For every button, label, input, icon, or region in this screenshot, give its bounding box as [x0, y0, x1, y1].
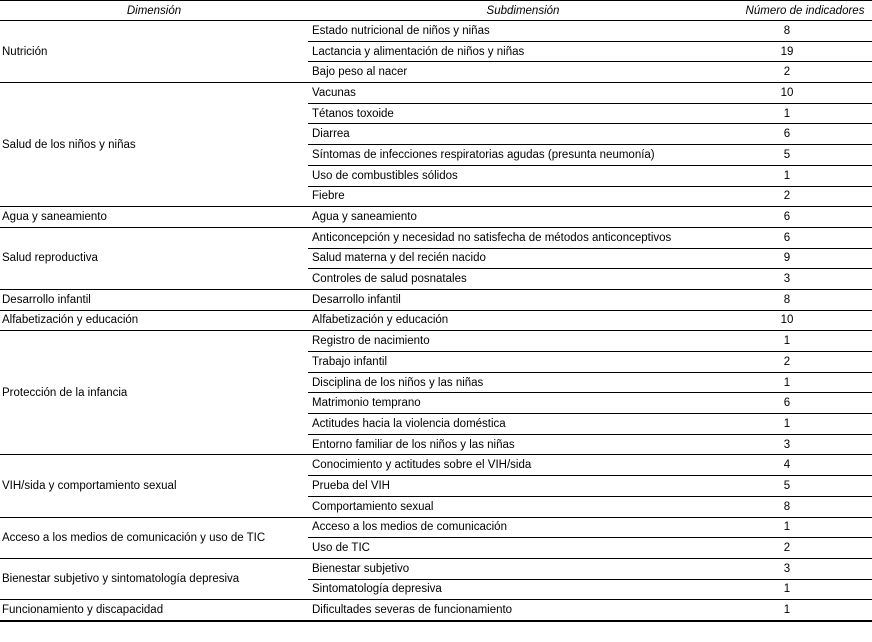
subdimension-cell: Anticoncepción y necesidad no satisfecha de métodos anticonceptivos — [308, 227, 738, 248]
indicator-count-cell: 1 — [738, 165, 872, 186]
subdimension-cell: Registro de nacimiento — [308, 331, 738, 352]
subdimension-cell: Uso de combustibles sólidos — [308, 165, 738, 186]
subdimension-cell: Entorno familiar de los niños y las niñas — [308, 434, 738, 455]
indicator-count-cell: 3 — [738, 558, 872, 579]
table-row — [0, 331, 872, 352]
subdimension-cell: Fiebre — [308, 186, 738, 207]
subdimension-cell: Síntomas de infecciones respiratorias agudas (presunta neumonía) — [308, 145, 738, 166]
table-row — [0, 21, 872, 42]
indicator-count-cell: 2 — [738, 186, 872, 207]
subdimension-cell: Dificultades severas de funcionamiento — [308, 600, 738, 621]
indicator-count-cell: 4 — [738, 455, 872, 476]
dimension-cell: Bienestar subjetivo y sintomatología depresiva — [0, 558, 308, 599]
indicator-count-cell: 10 — [738, 83, 872, 104]
dimension-cell: Salud de los niños y niñas — [0, 83, 308, 207]
subdimension-cell: Bajo peso al nacer — [308, 62, 738, 83]
indicator-count-cell: 6 — [738, 207, 872, 228]
indicator-count-cell: 8 — [738, 21, 872, 42]
subdimension-cell: Actitudes hacia la violencia doméstica — [308, 414, 738, 435]
indicator-count-cell: 2 — [738, 62, 872, 83]
subdimension-cell: Sintomatología depresiva — [308, 579, 738, 600]
dimension-cell: Acceso a los medios de comunicación y uso de TIC — [0, 517, 308, 558]
table-header-row — [0, 1, 872, 21]
indicator-count-cell: 8 — [738, 289, 872, 310]
indicator-count-cell: 5 — [738, 145, 872, 166]
subdimension-cell: Bienestar subjetivo — [308, 558, 738, 579]
table-body — [0, 21, 872, 621]
indicator-count-cell: 3 — [738, 269, 872, 290]
indicator-count-cell: 9 — [738, 248, 872, 269]
subdimension-cell: Vacunas — [308, 83, 738, 104]
dimension-cell: Alfabetización y educación — [0, 310, 308, 331]
indicator-count-cell: 5 — [738, 476, 872, 497]
dimension-cell: Nutrición — [0, 21, 308, 83]
subdimension-cell: Comportamiento sexual — [308, 496, 738, 517]
indicator-count-cell: 6 — [738, 393, 872, 414]
subdimension-cell: Salud materna y del recién nacido — [308, 248, 738, 269]
indicator-count-cell: 1 — [738, 600, 872, 621]
indicator-count-cell: 6 — [738, 227, 872, 248]
indicator-count-cell: 2 — [738, 352, 872, 373]
header-subdimension: Subdimensión — [308, 1, 738, 21]
table-row — [0, 227, 872, 248]
subdimension-cell: Conocimiento y actitudes sobre el VIH/sida — [308, 455, 738, 476]
subdimension-cell: Acceso a los medios de comunicación — [308, 517, 738, 538]
table-row — [0, 207, 872, 228]
subdimension-cell: Controles de salud posnatales — [308, 269, 738, 290]
indicator-count-cell: 1 — [738, 372, 872, 393]
indicator-count-cell: 3 — [738, 434, 872, 455]
table-row — [0, 558, 872, 579]
subdimension-cell: Agua y saneamiento — [308, 207, 738, 228]
subdimension-cell: Uso de TIC — [308, 538, 738, 559]
subdimension-cell: Trabajo infantil — [308, 352, 738, 373]
subdimension-cell: Desarrollo infantil — [308, 289, 738, 310]
indicator-count-cell: 10 — [738, 310, 872, 331]
table-row — [0, 289, 872, 310]
dimension-cell: Agua y saneamiento — [0, 207, 308, 228]
dimension-cell: Protección de la infancia — [0, 331, 308, 455]
table-row — [0, 600, 872, 621]
subdimension-cell: Alfabetización y educación — [308, 310, 738, 331]
table-row — [0, 517, 872, 538]
subdimension-cell: Matrimonio temprano — [308, 393, 738, 414]
header-dimension: Dimensión — [0, 1, 308, 21]
dimension-cell: VIH/sida y comportamiento sexual — [0, 455, 308, 517]
indicator-count-cell: 1 — [738, 103, 872, 124]
indicator-count-cell: 8 — [738, 496, 872, 517]
table-row — [0, 310, 872, 331]
subdimension-cell: Lactancia y alimentación de niños y niñas — [308, 41, 738, 62]
indicator-count-cell: 1 — [738, 517, 872, 538]
indicator-count-cell: 19 — [738, 41, 872, 62]
indicator-count-cell: 6 — [738, 124, 872, 145]
subdimension-cell: Diarrea — [308, 124, 738, 145]
dimension-cell: Salud reproductiva — [0, 227, 308, 289]
subdimension-cell: Prueba del VIH — [308, 476, 738, 497]
subdimension-cell: Estado nutricional de niños y niñas — [308, 21, 738, 42]
header-num-indicadores: Número de indicadores — [738, 1, 872, 21]
indicator-count-cell: 2 — [738, 538, 872, 559]
subdimension-cell: Tétanos toxoide — [308, 103, 738, 124]
dimension-cell: Desarrollo infantil — [0, 289, 308, 310]
table-row — [0, 83, 872, 104]
subdimension-cell: Disciplina de los niños y las niñas — [308, 372, 738, 393]
dimension-cell: Funcionamiento y discapacidad — [0, 600, 308, 621]
indicator-count-cell: 1 — [738, 579, 872, 600]
table-row — [0, 455, 872, 476]
indicator-count-cell: 1 — [738, 414, 872, 435]
indicator-count-cell: 1 — [738, 331, 872, 352]
